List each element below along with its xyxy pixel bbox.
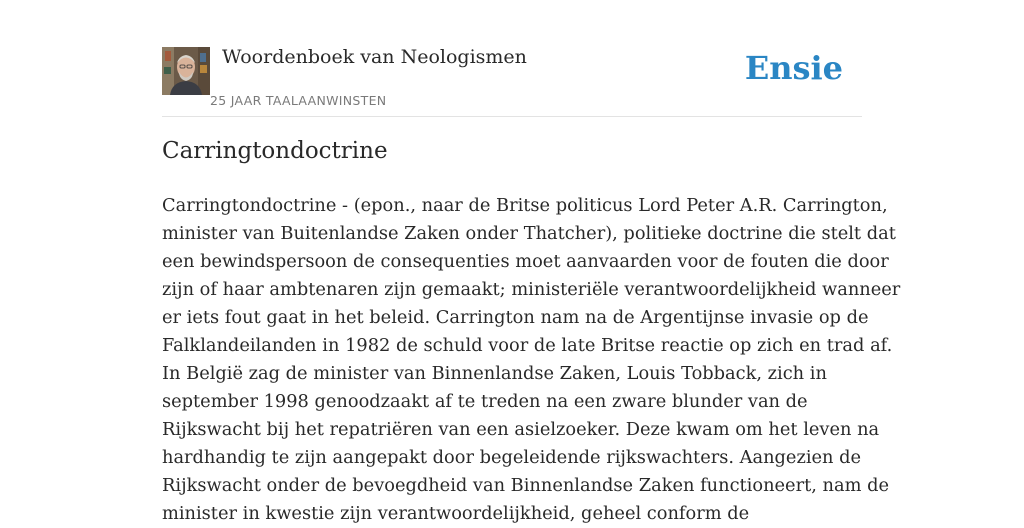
article-line: Carringtondoctrine - (epon., naar de Britse politicus Lord Peter A.R. Carrington, [162, 195, 888, 216]
article-line: hardhandig te zijn aangepakt door begeleidende rijkswachters. Aangezien de [162, 447, 862, 468]
site-name[interactable]: Woordenboek van Neologismen [222, 46, 527, 68]
article-line: Falklandeilanden in 1982 de schuld voor de late Britse reactie op zich en trad af. [162, 335, 893, 356]
article-line: zijn of haar ambtenaren zijn gemaakt; ministeriële verantwoordelijkheid wanneer [162, 279, 901, 300]
site-header [162, 46, 862, 117]
brand-logo-link[interactable]: Ensie [744, 49, 843, 87]
article-body [162, 192, 901, 528]
avatar-portrait-icon [162, 47, 210, 95]
article-line: er iets fout gaat in het beleid. Carrington nam na de Argentijnse invasie op de [162, 307, 869, 328]
author-avatar[interactable] [162, 47, 210, 95]
article-line: minister in kwestie zijn verantwoordelijkheid, geheel conform de [162, 503, 750, 524]
article-title: Carringtondoctrine [162, 138, 388, 164]
article-line: een bewindspersoon de consequenties moet aanvaarden voor de fouten die door [162, 251, 889, 272]
site-tagline: 25 JAAR TAALAANWINSTEN [210, 93, 387, 108]
article-line: september 1998 genoodzaakt af te treden na een zware blunder van de [162, 391, 808, 412]
article-line: In België zag de minister van Binnenlandse Zaken, Louis Tobback, zich in [162, 363, 827, 384]
article-line: Rijkswacht bij het repatriëren van een asielzoeker. Deze kwam om het leven na [162, 419, 880, 440]
article-line: Rijkswacht onder de bevoegdheid van Binnenlandse Zaken functioneert, nam de [162, 475, 889, 496]
article-line: minister van Buitenlandse Zaken onder Thatcher), politieke doctrine die stelt dat [162, 223, 896, 244]
